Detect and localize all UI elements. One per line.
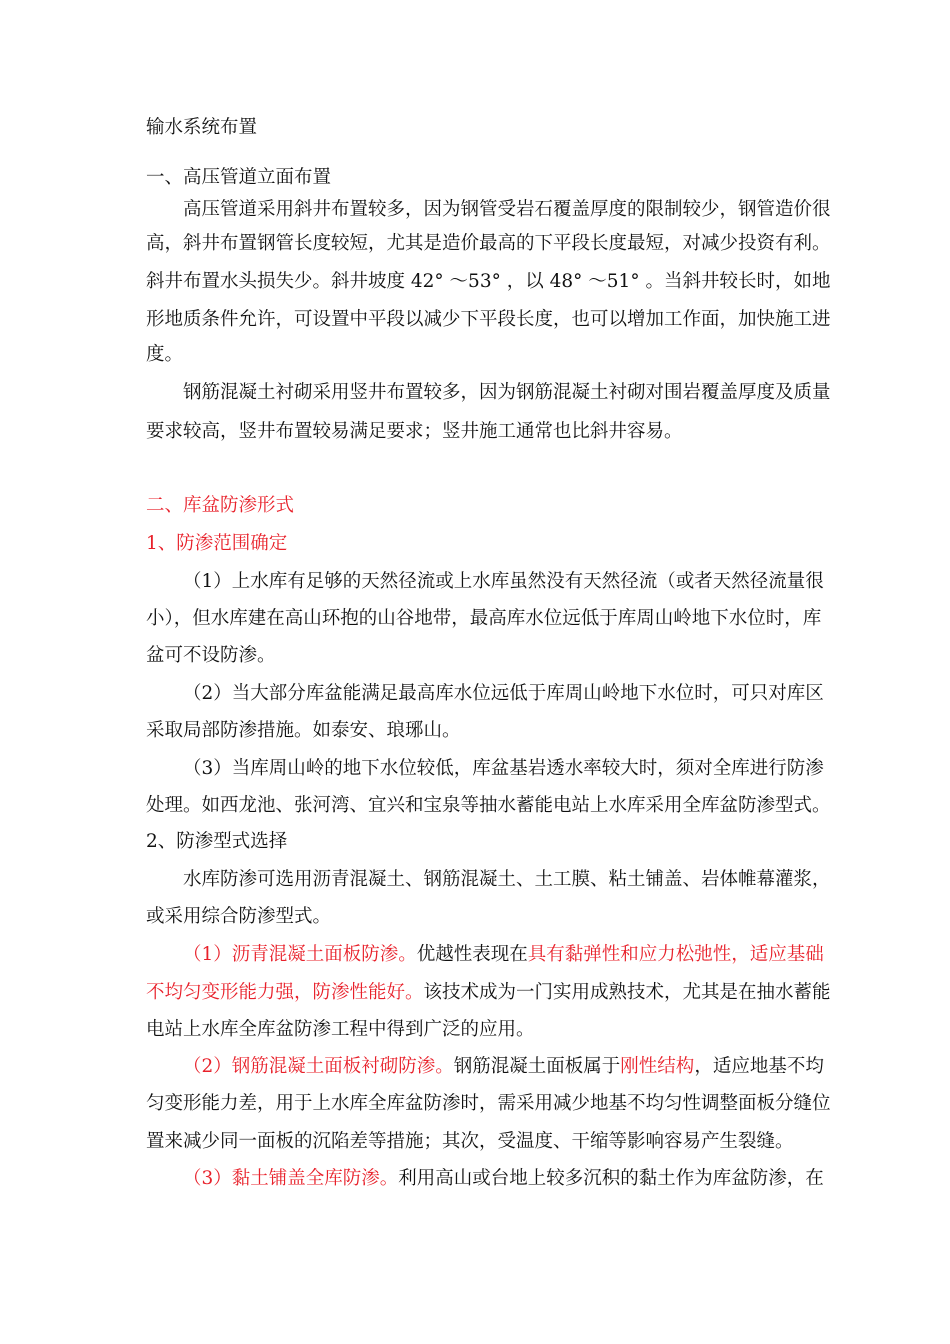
paragraph-line (146, 607, 821, 631)
text-run: 电站上水库全库盆防渗工程中得到广泛的应用。 (146, 1019, 535, 1040)
text-run: 该技术成为一门实用成熟技术，尤其是在抽水蓄能 (423, 982, 831, 1003)
text-run: 形地质条件允许，可设置中平段以减少下平段长度，也可以增加工作面，加快施工进 (146, 309, 831, 330)
paragraph-line (183, 570, 824, 594)
paragraph-line (146, 270, 830, 294)
text-run: 要求较高，竖井布置较易满足要求；竖井施工通常也比斜井容易。 (146, 421, 683, 442)
text-run: 2、防渗型式选择 (146, 831, 288, 852)
section-heading (146, 494, 294, 518)
paragraph-line (146, 981, 831, 1005)
paragraph-line (183, 198, 831, 222)
text-run: 利用高山或台地上较多沉积的黏土作为库盆防渗，在 (398, 1168, 824, 1189)
paragraph-line (146, 232, 831, 256)
text-run: （2）当大部分库盆能满足最高库水位远低于库周山岭地下水位时，可只对库区 (183, 683, 824, 704)
text-run: ，适应地基不均 (694, 1056, 824, 1077)
subsection-heading (146, 830, 287, 854)
text-run: 钢筋混凝土面板属于 (453, 1056, 621, 1077)
highlighted-text: 刚性结构 (620, 1056, 695, 1077)
text-run: 置来减少同一面板的沉陷差等措施；其次，受温度、干缩等影响容易产生裂缝。 (146, 1131, 794, 1152)
section-heading (146, 166, 331, 190)
paragraph-line (183, 381, 831, 405)
paragraph-line (183, 868, 831, 892)
highlighted-text: 二、库盆防渗形式 (146, 495, 295, 516)
paragraph-line (183, 1167, 824, 1191)
highlighted-text: （3）黏土铺盖全库防渗。 (183, 1168, 399, 1189)
text-run: 输水系统布置 (146, 117, 258, 138)
paragraph-line (146, 644, 276, 668)
highlighted-text: （2）钢筋混凝土面板衬砌防渗。 (183, 1056, 454, 1077)
text-run: 优越性表现在 (416, 944, 528, 965)
text-run: 高，斜井布置钢管长度较短，尤其是造价最高的下平段长度最短，对减少投资有利。 (146, 233, 831, 254)
paragraph-line (146, 1018, 535, 1042)
text-run: 一、高压管道立面布置 (146, 167, 332, 188)
text-run: 匀变形能力差，用于上水库全库盆防渗时，需采用减少地基不均匀性调整面板分缝位 (146, 1093, 831, 1114)
text-run: 高压管道采用斜井布置较多，因为钢管受岩石覆盖厚度的限制较少，钢管造价很 (183, 199, 831, 220)
subsection-heading (146, 532, 287, 556)
paragraph-line (146, 343, 183, 367)
paragraph-line (146, 1092, 831, 1116)
text-run: 度。 (146, 344, 184, 365)
highlighted-text: （1）沥青混凝土面板防渗。 (183, 944, 417, 965)
text-run: 斜井布置水头损失少。斜井坡度 42° ～53° ，以 48° ～51° 。当斜井较长时，如地 (146, 271, 831, 292)
text-run: 钢筋混凝土衬砌采用竖井布置较多，因为钢筋混凝土衬砌对围岩覆盖厚度及质量 (183, 382, 831, 403)
text-run: 或采用综合防渗型式。 (146, 906, 332, 927)
paragraph-line (146, 719, 461, 743)
text-run: 采取局部防渗措施。如泰安、琅琊山。 (146, 720, 461, 741)
highlighted-text: 具有黏弹性和应力松弛性，适应基础 (527, 944, 824, 965)
paragraph-line (183, 1055, 824, 1079)
paragraph-line (183, 682, 824, 706)
highlighted-text: 1、防渗范围确定 (146, 533, 288, 554)
text-run: 小），但水库建在高山环抱的山谷地带，最高库水位远低于库周山岭地下水位时，库 (146, 608, 822, 629)
text-run: 处理。如西龙池、张河湾、宜兴和宝泉等抽水蓄能电站上水库采用全库盆防渗型式。 (146, 795, 831, 816)
paragraph-line (146, 420, 683, 444)
text-run: （1）上水库有足够的天然径流或上水库虽然没有天然径流（或者天然径流量很 (183, 571, 824, 592)
highlighted-text: 不均匀变形能力强，防渗性能好。 (146, 982, 424, 1003)
paragraph-line (183, 757, 824, 781)
paragraph-line (146, 905, 331, 929)
document-title (146, 116, 257, 140)
paragraph-line (146, 794, 831, 818)
text-run: （3）当库周山岭的地下水位较低，库盆基岩透水率较大时，须对全库进行防渗 (183, 758, 824, 779)
paragraph-line (146, 308, 831, 332)
text-run: 盆可不设防渗。 (146, 645, 276, 666)
text-run: 水库防渗可选用沥青混凝土、钢筋混凝土、土工膜、粘土铺盖、岩体帷幕灌浆， (183, 869, 831, 890)
paragraph-line (146, 1130, 794, 1154)
paragraph-line (183, 943, 824, 967)
